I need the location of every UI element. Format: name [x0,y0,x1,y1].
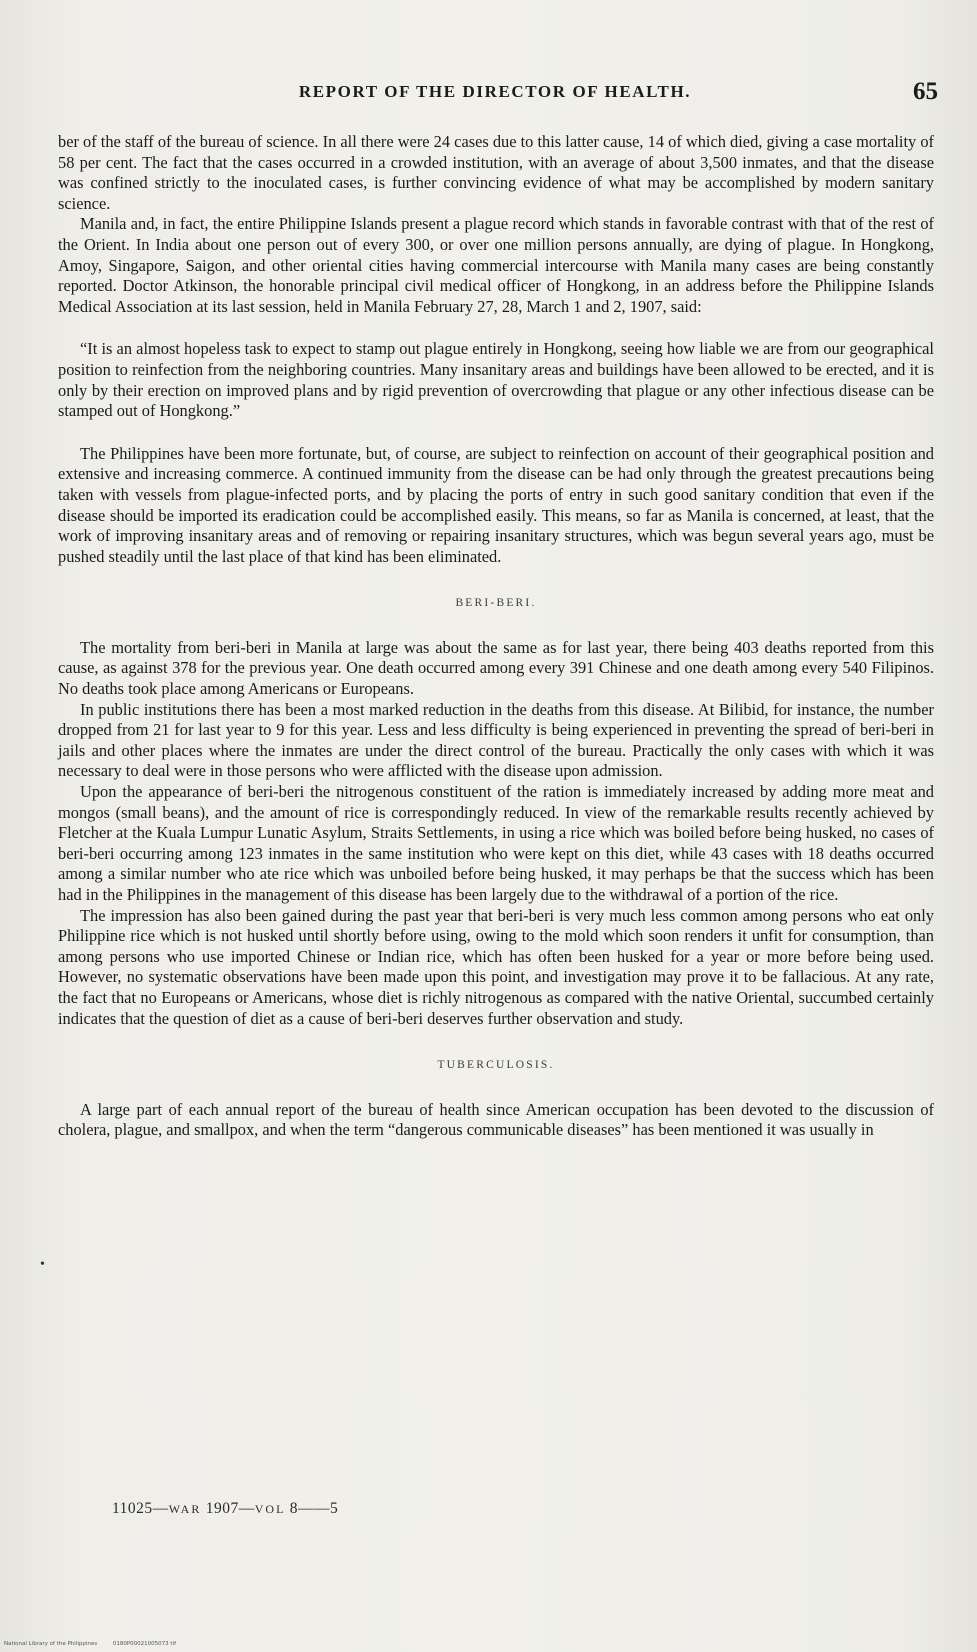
paragraph-nitrogenous-ration: Upon the appearance of beri-beri the nitrogenous constituent of the ration is immediately increased by adding more meat and mongos (small beans), and the amount of rice is correspondingly reduced. In view of the remarkable results recently achieved by Fletcher at the Kuala Lumpur Lunatic Asylum, Straits Settlements, in using a rice which was boiled before being husked, no cases of beri-beri occurring among 123 inmates in the same institution who were kept on this diet, while 43 cases with 18 deaths occurred among a similar number who ate rice which was unboiled before being husked, it may perhaps be that the success which has been had in the Philippines in the management of this disease has been largely due to the withdrawal of a portion of the rice. [58,782,934,904]
paragraph-plague-continuation: ber of the staff of the bureau of science. In all there were 24 cases due to this latter cause, 14 of which died, giving a case mortality of 58 per cent. The fact that the cases occurred in a crowded institution, with an average of about 3,500 inmates, and that the disease was confined strictly to the inoculated cases, is further convincing evidence of what may be accomplished by modern sanitary science. [58,132,934,213]
paragraph-plague-record: Manila and, in fact, the entire Philippine Islands present a plague record which stands in favorable contrast with that of the rest of the Orient. In India about one person out of every 300, or over one million persons annually, are dying of plague. In Hongkong, Amoy, Singapore, Saigon, and other oriental cities having commercial intercourse with Manila many cases are being constantly reported. Doctor Atkinson, the honorable principal civil medical officer of Hongkong, in an address before the Philippine Islands Medical Association at its last session, held in Manila February 27, 28, March 1 and 2, 1907, said: [58,214,934,316]
paragraph-public-institutions: In public institutions there has been a most marked reduction in the deaths from this disease. At Bilibid, for instance, the number dropped from 21 for last year to 9 for this year. Less and less difficulty is being experienced in preventing the spread of beri-beri in jails and other places where the inmates are under the direct control of the bureau. Practically the only cases with which it was necessary to deal were in those persons who were afflicted with the disease upon admission. [58,699,934,781]
provenance-identifier: 0180P00021005073 tif [112,1641,177,1647]
signature-mark [112,1500,338,1518]
body-text [58,132,934,1141]
signature-end: 8——5 [285,1500,339,1517]
provenance-library: National Library of the Philippines [4,1641,98,1647]
margin-mark: • [40,1257,45,1272]
running-head: REPORT OF THE DIRECTOR OF HEALTH. [298,82,692,101]
section-heading-tuberculosis: TUBERCULOSIS. [437,1059,555,1072]
paragraph-tuberculosis-intro: A large part of each annual report of the bureau of health since American occupation has been devoted to the discussion of cholera, plague, and smallpox, and when the term “dangerous communicable diseases” has been mentioned it was usually in [58,1099,934,1140]
signature-vol: VOL [254,1502,286,1516]
paragraph-atkinson-quote: “It is an almost hopeless task to expect to stamp out plague entirely in Hongkong, seeing how liable we are from our geographical position to reinfection from the neighboring countries. Many insanitary areas and buildings have been allowed to be erected, and it is only by their erection on improved plans and by rigid prevention of overcrowding that plague or any other infectious disease can be stamped out of Hongkong.” [58,339,934,421]
signature-number: 11025— [112,1500,169,1517]
signature-war: WAR [168,1502,202,1516]
paragraph-beri-beri-mortality: The mortality from beri-beri in Manila at large was about the same as for last year, there being 403 deaths reported from this cause, as against 378 for the previous year. One death occurred among every 391 Chinese and one death among every 540 Filipinos. No deaths took place among Americans or Europeans. [58,637,934,699]
page-number: 65 [913,78,938,105]
paragraph-philippines-fortunate: The Philippines have been more fortunate, but, of course, are subject to reinfection on account of their geographical position and extensive and increasing commerce. A continued immunity from the disease can be had only through the greatest precautions being taken with vessels from plague-infected ports, and by placing the ports of entry in such good sanitary condition that even if the disease should be imported its eradication could be accomplished easily. This means, so far as Manila is concerned, at least, that the work of improving insanitary areas and of removing or repairing insanitary structures, which was begun several years ago, must be pushed steadily until the last place of that kind has been eliminated. [58,443,934,566]
page-header [52,78,938,110]
signature-year: 1907— [201,1500,255,1517]
paragraph-philippine-rice: The impression has also been gained during the past year that beri-beri is very much less common among persons who eat only Philippine rice which is not husked until shortly before using, owing to the mold which soon renders it unfit for consumption, than among persons who use imported Chinese or Indian rice, which has often been husked for a year or more before being used. However, no systematic observations have been made upon this point, and investigation may prove it to be fallacious. At any rate, the fact that no Europeans or Americans, whose diet is richly nitrogenous as compared with the native Oriental, succumbed certainly indicates that the question of diet as a cause of beri-beri deserves further observation and study. [58,905,934,1028]
section-heading-beri-beri: BERI-BERI. [455,597,537,610]
scan-provenance [4,1641,176,1647]
